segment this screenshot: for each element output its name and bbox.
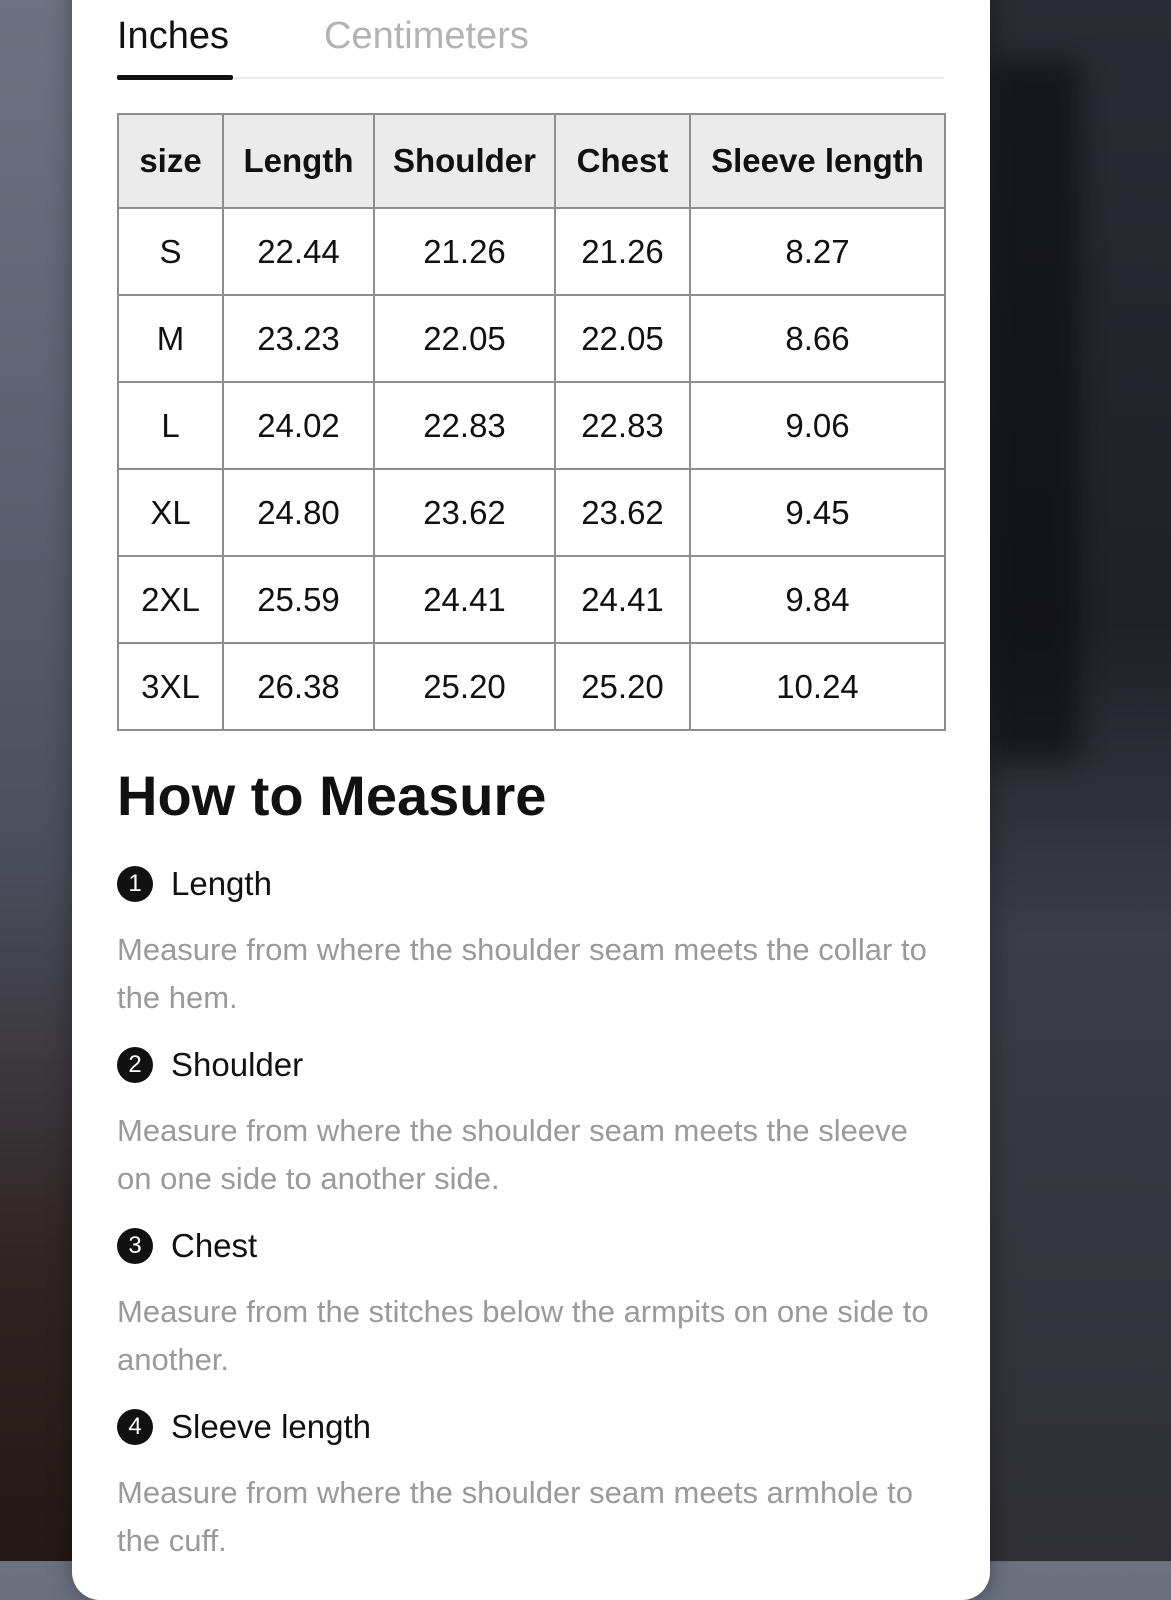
table-header-row: [118, 114, 945, 208]
cell-size: S: [118, 208, 223, 295]
step-number-badge: 4: [117, 1409, 153, 1445]
measure-step-length: [117, 864, 944, 1022]
cell-length: 24.80: [223, 469, 374, 556]
step-title: Sleeve length: [171, 1408, 371, 1445]
header-shoulder: Shoulder: [374, 114, 555, 208]
cell-chest: 22.05: [555, 295, 690, 382]
cell-shoulder: 22.83: [374, 382, 555, 469]
step-title: Length: [171, 865, 272, 902]
step-description: Measure from where the shoulder seam meets the sleeve on one side to another side.: [117, 1113, 908, 1196]
step-title: Shoulder: [171, 1046, 304, 1083]
cell-shoulder: 25.20: [374, 643, 555, 730]
cell-sleeve-length: 10.24: [690, 643, 945, 730]
step-number-badge: 1: [117, 866, 153, 902]
cell-length: 24.02: [223, 382, 374, 469]
cell-chest: 21.26: [555, 208, 690, 295]
cell-size: L: [118, 382, 223, 469]
cell-shoulder: 22.05: [374, 295, 555, 382]
cell-size: XL: [118, 469, 223, 556]
tab-inches[interactable]: Inches: [117, 15, 229, 57]
step-title: Chest: [171, 1227, 258, 1264]
how-to-measure-title: How to Measure: [117, 764, 547, 827]
cell-chest: 22.83: [555, 382, 690, 469]
header-length: Length: [223, 114, 374, 208]
step-number-badge: 2: [117, 1047, 153, 1083]
size-chart-table: [117, 113, 946, 731]
tabs-divider: [233, 77, 944, 79]
header-sleeve-length: Sleeve length: [690, 114, 945, 208]
cell-sleeve-length: 9.45: [690, 469, 945, 556]
step-description: Measure from the stitches below the armpits on one side to another.: [117, 1294, 929, 1377]
active-tab-indicator: [117, 75, 233, 80]
step-description: Measure from where the shoulder seam meets armhole to the cuff.: [117, 1475, 914, 1558]
header-size: size: [118, 114, 223, 208]
cell-sleeve-length: 8.66: [690, 295, 945, 382]
header-chest: Chest: [555, 114, 690, 208]
cell-size: 2XL: [118, 556, 223, 643]
background-left: [0, 0, 72, 1561]
cell-length: 22.44: [223, 208, 374, 295]
cell-sleeve-length: 9.06: [690, 382, 945, 469]
cell-length: 23.23: [223, 295, 374, 382]
table-row: [118, 469, 945, 556]
table-row: [118, 382, 945, 469]
cell-chest: 24.41: [555, 556, 690, 643]
cell-sleeve-length: 8.27: [690, 208, 945, 295]
step-description: Measure from where the shoulder seam meets the collar to the hem.: [117, 932, 927, 1015]
measure-step-sleeve-length: [117, 1407, 944, 1565]
table-row: [118, 295, 945, 382]
tab-centimeters[interactable]: Centimeters: [324, 15, 529, 57]
cell-shoulder: 21.26: [374, 208, 555, 295]
table-row: [118, 556, 945, 643]
step-number-badge: 3: [117, 1228, 153, 1264]
cell-chest: 25.20: [555, 643, 690, 730]
cell-shoulder: 23.62: [374, 469, 555, 556]
measure-step-chest: [117, 1226, 944, 1384]
table-row: [118, 208, 945, 295]
cell-shoulder: 24.41: [374, 556, 555, 643]
unit-tabs: [117, 0, 944, 82]
cell-size: M: [118, 295, 223, 382]
table-row: [118, 643, 945, 730]
background-shadow: [990, 60, 1080, 760]
cell-length: 25.59: [223, 556, 374, 643]
cell-chest: 23.62: [555, 469, 690, 556]
cell-size: 3XL: [118, 643, 223, 730]
cell-sleeve-length: 9.84: [690, 556, 945, 643]
measure-step-shoulder: [117, 1045, 944, 1203]
cell-length: 26.38: [223, 643, 374, 730]
